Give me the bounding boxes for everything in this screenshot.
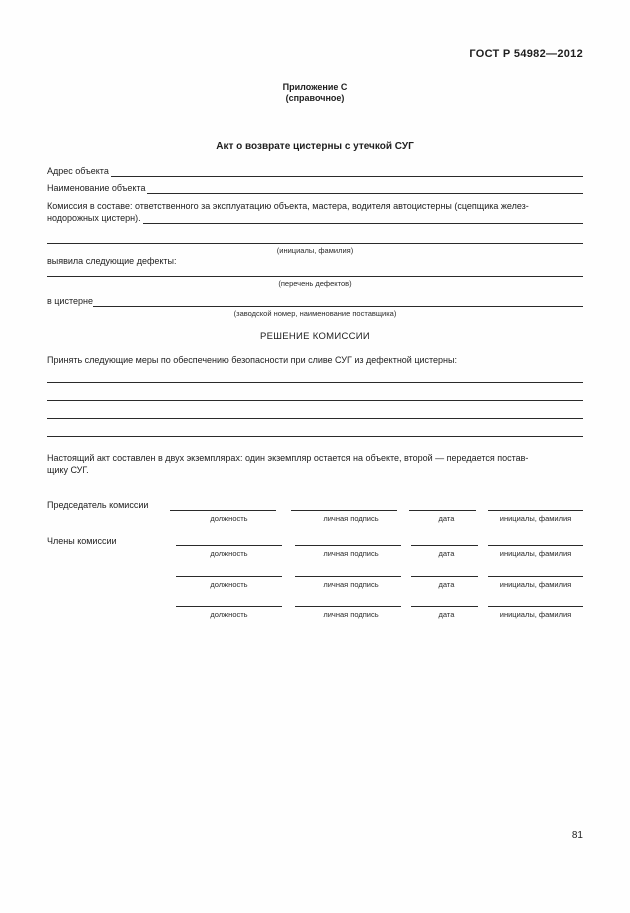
member1-date-line[interactable]: [411, 545, 478, 546]
member2-date-line[interactable]: [411, 576, 478, 577]
member1-position-caption: должность: [210, 549, 248, 558]
member2-signature-line[interactable]: [295, 576, 401, 577]
members-label: Члены комиссии: [47, 536, 117, 546]
closing-line-1: Настоящий акт составлен в двух экземплярах: один экземпляр остается на объекте, второй — передается постав-: [47, 453, 529, 463]
member1-position-line[interactable]: [176, 545, 282, 546]
chairman-position-caption: должность: [210, 514, 248, 523]
member3-date-line[interactable]: [411, 606, 478, 607]
chairman-signature-line[interactable]: [291, 510, 397, 511]
factory-caption: (заводской номер, наименование поставщика): [233, 309, 397, 318]
chairman-signature-caption: личная подпись: [323, 514, 379, 523]
object-name-field[interactable]: [147, 184, 583, 194]
chairman-position-line[interactable]: [170, 510, 276, 511]
member3-initials-caption: инициалы, фамилия: [499, 610, 572, 619]
defects-caption: (перечень дефектов): [278, 279, 352, 288]
member3-initials-line[interactable]: [488, 606, 583, 607]
tank-label: в цистерне: [47, 296, 93, 306]
member2-signature-caption: личная подпись: [323, 580, 379, 589]
measures-line-4[interactable]: [47, 436, 583, 437]
measures-line-1[interactable]: [47, 382, 583, 383]
commission-row: [47, 213, 583, 224]
measures-line-2[interactable]: [47, 400, 583, 401]
address-label: Адрес объекта: [47, 166, 109, 176]
member1-initials-line[interactable]: [488, 545, 583, 546]
address-row: [47, 166, 583, 177]
member2-date-caption: дата: [438, 580, 455, 589]
decision-heading: РЕШЕНИЕ КОМИССИИ: [259, 331, 371, 342]
chairman-label: Председатель комиссии: [47, 500, 149, 510]
member2-position-caption: должность: [210, 580, 248, 589]
commission-text-line1: Комиссия в составе: ответственного за эксплуатацию объекта, мастера, водителя автоцистерны (сцепщика желез-: [47, 201, 529, 211]
defects-label: выявила следующие дефекты:: [47, 256, 177, 266]
appendix-subtitle: (справочное): [285, 93, 345, 103]
member1-signature-caption: личная подпись: [323, 549, 379, 558]
member3-signature-line[interactable]: [295, 606, 401, 607]
members-line[interactable]: [47, 243, 583, 244]
appendix-title: Приложение С: [282, 82, 348, 92]
closing-paragraph: [47, 452, 583, 476]
member1-signature-line[interactable]: [295, 545, 401, 546]
member2-position-line[interactable]: [176, 576, 282, 577]
member2-initials-line[interactable]: [488, 576, 583, 577]
member1-initials-caption: инициалы, фамилия: [499, 549, 572, 558]
defects-line[interactable]: [47, 276, 583, 277]
member1-date-caption: дата: [438, 549, 455, 558]
initials-caption: (инициалы, фамилия): [276, 246, 354, 255]
chairman-date-line[interactable]: [409, 510, 476, 511]
page-number: 81: [571, 830, 583, 841]
member3-position-caption: должность: [210, 610, 248, 619]
tank-field[interactable]: [93, 297, 583, 307]
measures-line-3[interactable]: [47, 418, 583, 419]
member3-signature-caption: личная подпись: [323, 610, 379, 619]
chairman-initials-caption: инициалы, фамилия: [499, 514, 572, 523]
commission-text-line2: нодорожных цистерн).: [47, 213, 141, 223]
measures-text: Принять следующие меры по обеспечению безопасности при сливе СУГ из дефектной цистерны:: [47, 355, 457, 365]
commission-field[interactable]: [143, 214, 583, 224]
member2-initials-caption: инициалы, фамилия: [499, 580, 572, 589]
object-name-row: [47, 183, 583, 194]
chairman-date-caption: дата: [438, 514, 455, 523]
act-title: Акт о возврате цистерны с утечкой СУГ: [216, 141, 414, 152]
chairman-initials-line[interactable]: [488, 510, 583, 511]
standard-number: ГОСТ Р 54982—2012: [469, 48, 583, 60]
address-field[interactable]: [111, 167, 583, 177]
tank-row: [47, 296, 583, 307]
member3-date-caption: дата: [438, 610, 455, 619]
object-name-label: Наименование объекта: [47, 183, 146, 193]
closing-line-2: щику СУГ.: [47, 465, 89, 475]
member3-position-line[interactable]: [176, 606, 282, 607]
